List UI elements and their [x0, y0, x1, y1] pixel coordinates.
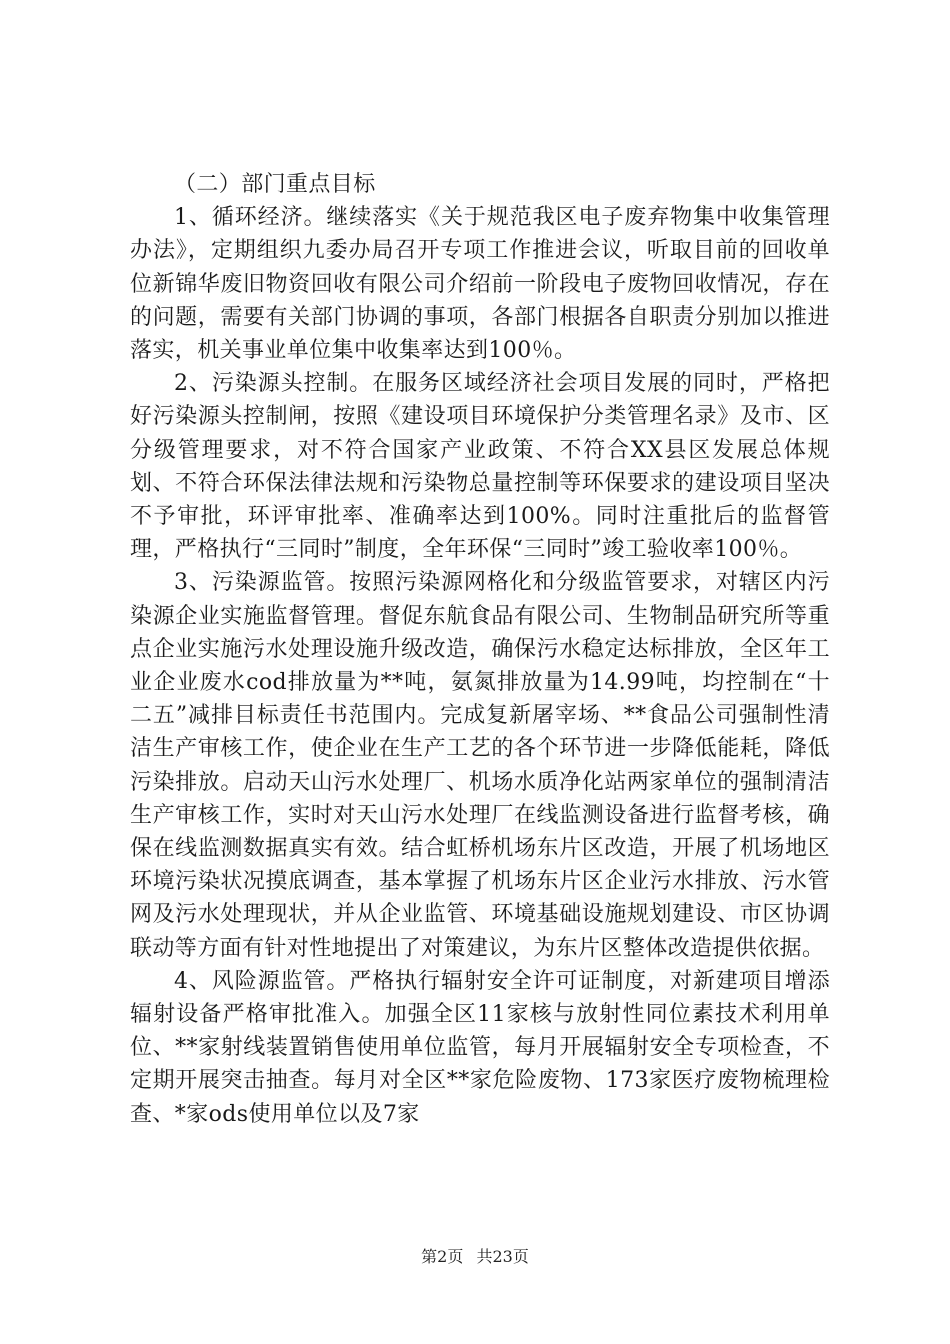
paragraph-circular-economy: 1、循环经济。继续落实《关于规范我区电子废弃物集中收集管理办法》，定期组织九委办局召开专项工作推进会议，听取目前的回收单位新锦华废旧物资回收有限公司介绍前一阶段电子废物回收情况，存在的问题，需要有关部门协调的事项，各部门根据各自职责分别加以推进落实，机关事业单位集中收集率达到100％。: [130, 205, 830, 364]
page-total: 共23页: [476, 1247, 529, 1266]
paragraph-pollution-source-supervision: 3、污染源监管。按照污染源网格化和分级监管要求，对辖区内污染源企业实施监督管理。督促东航食品有限公司、生物制品研究所等重点企业实施污水处理设施升级改造，确保污水稳定达标排放，全区年工业企业废水cod排放量为**吨，氨氮排放量为14.99吨，均控制在“十二五”减排目标责任书范围内。完成复新屠宰场、**食品公司强制性清洁生产审核工作，使企业在生产工艺的各个环节进一步降低能耗，降低污染排放。启动天山污水处理厂、机场水质净化站两家单位的强制清洁生产审核工作，实时对天山污水处理厂在线监测设备进行监督考核，确保在线监测数据真实有效。结合虹桥机场东片区改造，开展了机场地区环境污染状况摸底调查，基本掌握了机场东片区企业污水排放、污水管网及污水处理现状，并从企业监管、环境基础设施规划建设、市区协调联动等方面有针对性地提出了对策建议，为东片区整体改造提供依据。: [130, 570, 830, 961]
page-footer: [0, 1244, 950, 1267]
document-body: [130, 168, 830, 1131]
section-heading: （二）部门重点目标: [174, 172, 376, 197]
paragraph-risk-source-supervision: 4、风险源监管。严格执行辐射安全许可证制度，对新建项目增添辐射设备严格审批准入。加强全区11家核与放射性同位素技术利用单位、**家射线装置销售使用单位监管，每月开展辐射安全专项检查，不定期开展突击抽查。每月对全区**家危险废物、173家医疗废物梳理检查、*家ods使用单位以及7家: [130, 968, 830, 1127]
paragraph-pollution-source-control: 2、污染源头控制。在服务区域经济社会项目发展的同时，严格把好污染源头控制闸，按照《建设项目环境保护分类管理名录》及市、区分级管理要求，对不符合国家产业政策、不符合XX县区发展总体规划、不符合环保法律法规和污染物总量控制等环保要求的建设项目坚决不予审批，环评审批率、准确率达到100%。同时注重批后的监督管理，严格执行“三同时”制度，全年环保“三同时”竣工验收率100％。: [130, 371, 830, 563]
page-number: 第2页: [421, 1247, 464, 1266]
